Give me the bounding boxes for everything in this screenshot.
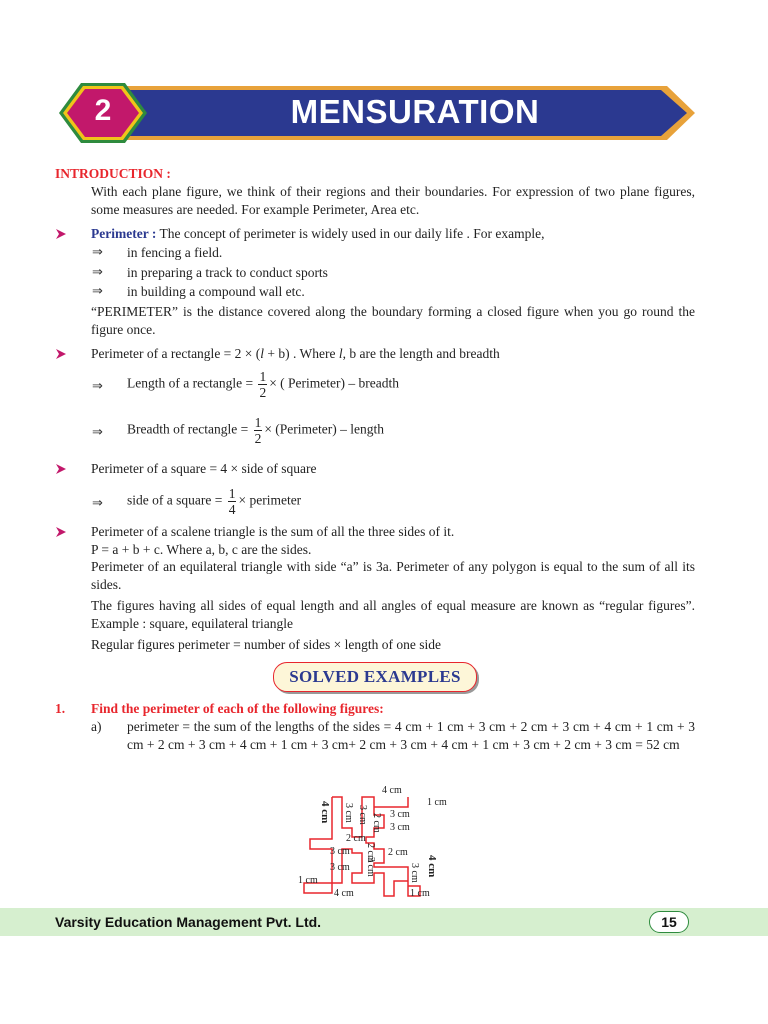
fraction-num: 1 [254, 415, 262, 430]
intro-paragraph: With each plane figure, we think of their regions and their boundaries. For expression of two plane figures, some measures are needed. For example Perimeter, Area etc. [91, 184, 695, 217]
length-of-rectangle [127, 369, 399, 400]
regular-figures-formula: Regular figures perimeter = number of sides × length of one side [91, 637, 442, 652]
chapter-number: 2 [94, 94, 112, 127]
perimeter-desc: The concept of perimeter is widely used in our daily life . For example, [156, 226, 545, 241]
bullet-arrow-icon [55, 228, 67, 240]
perimeter-example-1: in fencing a field. [127, 245, 223, 260]
chapter-banner [55, 80, 698, 146]
formula-text: Length of a rectangle = [127, 375, 257, 391]
fraction-num: 1 [228, 486, 236, 501]
perimeter-definition: “PERIMETER” is the distance covered along the boundary forming a closed figure when you go round the figure once. [91, 304, 695, 337]
fraction-den: 2 [254, 431, 262, 446]
bullet-arrow-icon [55, 526, 67, 538]
triangle-line-1: Perimeter of a scalene triangle is the sum of all the three sides of it. [91, 524, 455, 539]
formula-var-l: l [338, 346, 343, 361]
figure-label: 2 cm [388, 847, 408, 858]
formula-text: side of a square = [127, 492, 226, 508]
fraction-num: 1 [259, 369, 267, 384]
page-footer [0, 908, 768, 936]
fraction-den: 4 [228, 502, 236, 517]
part-label: a) [91, 719, 102, 734]
perimeter-example-2: in preparing a track to conduct sports [127, 265, 328, 280]
implies-icon: ⇒ [92, 425, 103, 440]
figure-label: 1 cm [410, 888, 430, 899]
figure-label: 1 cm [298, 875, 318, 886]
swastika-figure [296, 783, 446, 903]
solved-examples-heading: SOLVED EXAMPLES [273, 662, 477, 692]
perimeter-term: Perimeter : [91, 226, 157, 241]
rectangle-perimeter-formula [91, 345, 500, 363]
side-of-square [127, 486, 301, 517]
figure-label: 3 cm [390, 822, 410, 833]
figure-label: 4 cm [334, 888, 354, 899]
bullet-arrow-icon [55, 348, 67, 360]
formula-text: , b are the length and breadth [342, 346, 500, 361]
fraction-quarter [228, 486, 237, 517]
triangle-line-2: P = a + b + c. Where a, b, c are the sides. [91, 542, 312, 557]
fraction-half [258, 369, 267, 400]
figure-label: 2 cm [371, 813, 382, 833]
perimeter-intro [91, 225, 544, 243]
figure-label: 3 cm [409, 863, 420, 883]
figure-label: 3 cm [330, 846, 350, 857]
implies-icon: ⇒ [92, 284, 103, 299]
perimeter-example-3: in building a compound wall etc. [127, 284, 305, 299]
formula-text: × (Perimeter) – length [264, 421, 385, 437]
figure-label: 3 cm [343, 803, 354, 823]
figure-label: 4 cm [426, 855, 438, 878]
fraction-half [254, 415, 263, 446]
bullet-arrow-icon [55, 463, 67, 475]
figure-label: 4 cm [382, 785, 402, 796]
formula-text: × perimeter [238, 492, 302, 508]
formula-text: Perimeter of a rectangle = 2 × ( [91, 346, 261, 361]
implies-icon: ⇒ [92, 245, 103, 260]
question-number: 1. [55, 701, 66, 716]
figure-label: 3 cm [357, 805, 368, 825]
figure-label: 3 cm [330, 862, 350, 873]
triangle-line-3: Perimeter of an equilateral triangle with side “a” is 3a. Perimeter of any polygon is equal to the sum of all its sides. [91, 559, 695, 592]
figure-label: 2 cm [365, 843, 376, 863]
implies-icon: ⇒ [92, 379, 103, 394]
formula-var-l: l [260, 346, 265, 361]
implies-icon: ⇒ [92, 496, 103, 511]
formula-text: + b) . Where [264, 346, 339, 361]
breadth-of-rectangle [127, 415, 384, 446]
implies-icon: ⇒ [92, 265, 103, 280]
answer-text: perimeter = the sum of the lengths of the sides = 4 cm + 1 cm + 3 cm + 2 cm + 3 cm + 4 cm + 1 cm + 3 cm + 2 cm + 3 cm + 4 cm + 1 cm + 3 cm+ 2 cm + 3 cm + 4 cm + 1 cm + 3 cm + 2 cm + 3 cm = 52 cm [127, 719, 695, 752]
page-number: 15 [649, 911, 689, 933]
figure-label: 4 cm [319, 801, 331, 824]
regular-figures: The figures having all sides of equal length and all angles of equal measure are known as “regular figures”. Example : square, equilateral triangle [91, 598, 695, 631]
intro-heading: INTRODUCTION : [55, 166, 171, 181]
square-perimeter-formula: Perimeter of a square = 4 × side of square [91, 461, 317, 476]
figure-label: 1 cm [427, 797, 447, 808]
formula-text: × ( Perimeter) – breadth [269, 375, 399, 391]
formula-text: Breadth of rectangle = [127, 421, 252, 437]
figure-label: 3 cm [365, 857, 376, 877]
fraction-den: 2 [259, 385, 267, 400]
question-text: Find the perimeter of each of the following figures: [91, 701, 384, 716]
footer-company: Varsity Education Management Pvt. Ltd. [55, 914, 322, 930]
figure-label: 3 cm [390, 809, 410, 820]
figure-label: 2 cm [346, 833, 366, 844]
chapter-title: MENSURATION [290, 93, 540, 130]
